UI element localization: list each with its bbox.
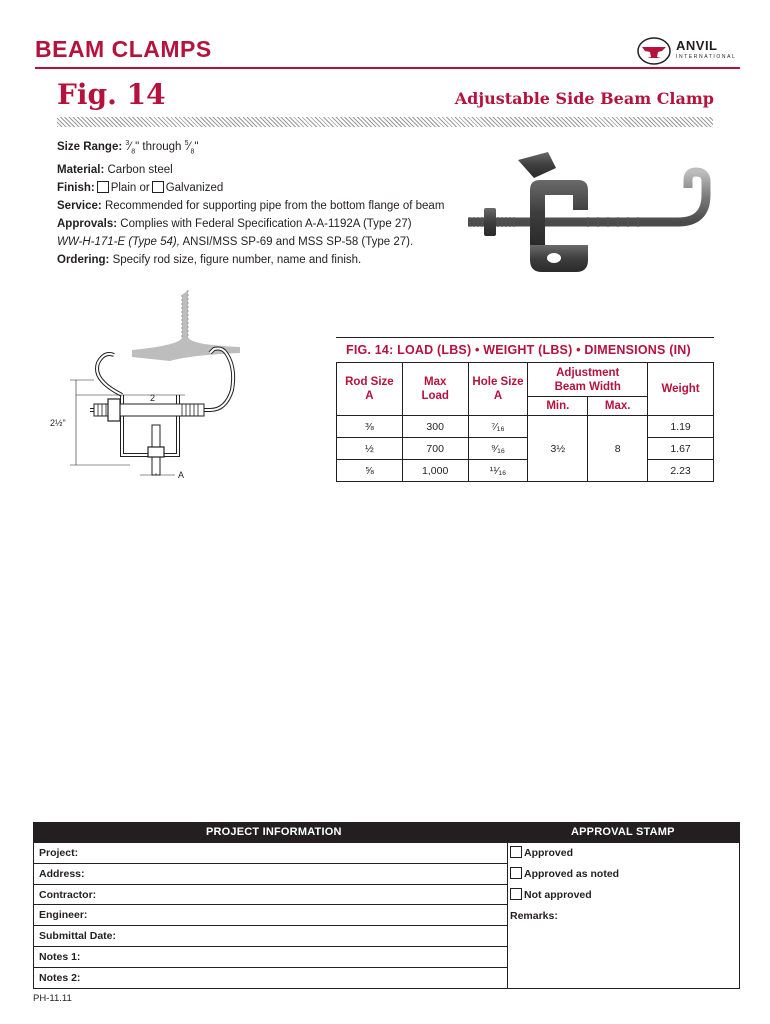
header-min: Min. [528,397,588,416]
brand-sub: INTERNATIONAL [676,54,737,60]
table-title: FIG. 14: LOAD (LBS) • WEIGHT (LBS) • DIMENSIONS (IN) [336,337,714,362]
header-hole-size: Hole Size A [468,363,528,416]
notes1-field[interactable]: Notes 1: [34,947,507,968]
engineer-field[interactable]: Engineer: [34,905,507,926]
project-fields [34,843,507,989]
not-approved-option[interactable]: Not approved [508,885,739,906]
category-title: BEAM CLAMPS [35,36,212,62]
header-rule [35,67,740,69]
address-field[interactable]: Address: [34,864,507,885]
approved-option[interactable]: Approved [508,843,739,864]
dim-height-label: 2½" [50,418,66,428]
beam-max-cell: 8 [588,416,648,482]
approved-checkbox[interactable] [510,846,522,858]
page-code: PH-11.11 [33,993,72,1004]
spec-approvals: Approvals: Complies with Federal Specification A-A-1192A (Type 27) [57,218,412,231]
figure-title: Fig. 14 [57,78,166,111]
dim-width-label: 2 [150,393,156,403]
load-weight-table [336,337,714,482]
form-header [34,823,739,843]
beam-min-cell: 3½ [528,416,588,482]
spec-material: Material: Carbon steel [57,164,173,177]
remarks-field[interactable]: Remarks: [510,910,558,922]
spec-ordering: Ordering: Specify rod size, figure number, name and finish. [57,254,362,267]
header-max: Max. [588,397,648,416]
dim-rod-label: A [178,470,185,480]
approved-as-noted-checkbox[interactable] [510,867,522,879]
notes2-field[interactable]: Notes 2: [39,971,81,984]
spec-size-range: Size Range: $^3⁄_8$" through $^5⁄_8$" [57,140,199,156]
product-photo [448,150,718,280]
approval-stamp-header: APPROVAL STAMP [571,826,675,838]
dimension-drawing [50,285,250,500]
approved-as-noted-option[interactable]: Approved as noted [508,864,739,885]
project-info-header: PROJECT INFORMATION [206,826,342,838]
spec-service: Service: Recommended for supporting pipe from the bottom flange of beam [57,200,445,213]
contractor-field[interactable]: Contractor: [34,885,507,906]
header-rod-size: Rod Size A [337,363,403,416]
project-field[interactable]: Project: [34,843,507,864]
brand-name: ANVIL [676,38,718,53]
approval-options [508,843,739,922]
submittal-date-field[interactable]: Submittal Date: [34,926,507,947]
table-row: ⅜ 300 ⁷⁄₁₆ 3½ 8 1.19 [337,416,714,438]
specifications [57,135,457,269]
anvil-logo [636,36,740,66]
submittal-form [33,822,740,989]
header-weight: Weight [648,363,714,416]
header-adjustment: Adjustment Beam Width [528,363,648,397]
not-approved-checkbox[interactable] [510,888,522,900]
table-row: ½ 700 ⁹⁄₁₆ 1.67 [337,438,714,460]
hatched-divider [57,117,713,127]
finish-galvanized-checkbox[interactable] [152,181,164,193]
product-name: Adjustable Side Beam Clamp [454,89,714,108]
spec-approvals-cont: WW-H-171-E (Type 54), ANSI/MSS SP-69 and MSS SP-58 (Type 27). [57,236,414,249]
anvil-logo-icon [636,36,672,66]
header-max-load: Max Load [402,363,468,416]
finish-plain-checkbox[interactable] [97,181,109,193]
spec-finish: Finish: Plain or Galvanized [57,182,224,195]
table-row: ⅝ 1,000 ¹¹⁄₁₆ 2.23 [337,460,714,482]
